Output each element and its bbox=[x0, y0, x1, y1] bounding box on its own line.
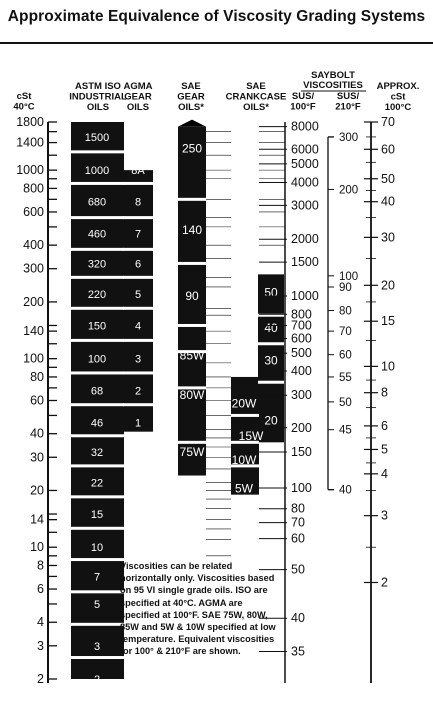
agma-grade-label: 8 bbox=[134, 196, 142, 209]
iso-separator bbox=[71, 527, 124, 530]
agma-grade-label: 1 bbox=[134, 417, 142, 430]
sus210-tick-label: 40 bbox=[339, 484, 352, 497]
sus100-tick-label: 50 bbox=[291, 562, 305, 577]
left-tick-label: 100 bbox=[23, 351, 44, 366]
left-axis-label: 40°C bbox=[13, 101, 35, 113]
right-axis-label: 100°C bbox=[384, 102, 412, 113]
column-header-sae_gear: OILS* bbox=[178, 102, 204, 113]
sus100-tick-label: 700 bbox=[291, 318, 312, 333]
right-tick-label: 3 bbox=[381, 508, 388, 523]
column-header-iso: OILS bbox=[86, 102, 110, 113]
sus100-tick-label: 1000 bbox=[291, 288, 319, 303]
iso-grade-label: 680 bbox=[87, 196, 107, 209]
sus100-tick-label: 8000 bbox=[291, 119, 319, 134]
column-header-iso: INDUSTRIAL bbox=[69, 91, 127, 103]
iso-grade-label: 320 bbox=[87, 258, 107, 271]
iso-separator bbox=[71, 434, 124, 437]
crankcase-separator bbox=[258, 342, 284, 345]
left-tick-label: 1000 bbox=[16, 163, 44, 178]
column-header-sae_crank: SAE bbox=[246, 81, 266, 92]
left-tick-label: 40 bbox=[30, 426, 44, 441]
left-tick-label: 6 bbox=[37, 582, 44, 597]
agma-separator bbox=[123, 371, 153, 374]
sus100-tick-label: 2000 bbox=[291, 232, 319, 247]
iso-grade-label: 22 bbox=[90, 477, 104, 490]
right-tick-label: 6 bbox=[381, 418, 388, 433]
iso-grade-label: 1000 bbox=[84, 165, 110, 178]
sus210-tick-label: 45 bbox=[339, 424, 352, 437]
agma-grade-label: 2 bbox=[134, 385, 142, 398]
left-tick-label: 300 bbox=[23, 261, 44, 276]
sae-gear-bar-tip bbox=[178, 120, 206, 127]
sus100-tick-label: 400 bbox=[291, 364, 312, 379]
column-header-iso: ASTM ISO bbox=[75, 81, 121, 92]
left-tick-label: 30 bbox=[30, 450, 44, 465]
saybolt-header-line: SAYBOLT bbox=[311, 70, 355, 81]
agma-separator bbox=[123, 248, 153, 251]
crankcase-grade-label: 15W bbox=[238, 428, 264, 443]
agma-grade-label: 6 bbox=[134, 258, 142, 271]
sus100-tick-label: 600 bbox=[291, 331, 312, 346]
agma-grade-label: 4 bbox=[134, 320, 142, 333]
sus100-tick-label: 500 bbox=[291, 346, 312, 361]
sus210-tick-label: 60 bbox=[339, 349, 352, 362]
right-tick-label: 30 bbox=[381, 230, 395, 245]
column-header-sae_gear: GEAR bbox=[177, 91, 205, 103]
agma-grade-label: 5 bbox=[134, 289, 142, 302]
crankcase-separator bbox=[258, 381, 284, 384]
iso-grade-label: 1500 bbox=[84, 131, 110, 144]
sus100-tick-label: 40 bbox=[291, 611, 305, 626]
sus100-tick-label: 1500 bbox=[291, 255, 319, 270]
iso-grade-label: 5 bbox=[93, 598, 101, 611]
left-tick-label: 400 bbox=[23, 238, 44, 253]
iso-grade-label: 46 bbox=[90, 417, 104, 430]
column-header-sae_crank: CRANKCASE bbox=[225, 91, 287, 103]
sae-gear-separator bbox=[178, 441, 206, 444]
sus210-tick-label: 90 bbox=[339, 281, 352, 294]
crankcase-grade-label: 30 bbox=[264, 353, 278, 368]
sus210-tick-label: 200 bbox=[339, 184, 359, 197]
crankcase-grade-label: 20W bbox=[231, 396, 257, 411]
sus100-tick-label: 3000 bbox=[291, 198, 319, 213]
iso-separator bbox=[71, 276, 124, 279]
sae-gear-separator bbox=[178, 262, 206, 265]
sus100-tick-label: 35 bbox=[291, 644, 305, 659]
left-tick-label: 600 bbox=[23, 204, 44, 219]
iso-grade-label: 220 bbox=[87, 289, 107, 302]
agma-grade-label: 7 bbox=[134, 228, 142, 241]
sae-gear-grade-label: 85W bbox=[179, 348, 205, 363]
iso-separator bbox=[71, 216, 124, 219]
sae-gear-grade-label: 90 bbox=[185, 288, 199, 303]
sae-gear-grade-label: 250 bbox=[181, 141, 203, 156]
left-tick-label: 800 bbox=[23, 181, 44, 196]
right-axis-label: cSt bbox=[390, 91, 406, 103]
left-tick-label: 1400 bbox=[16, 135, 44, 150]
iso-grade-label: 10 bbox=[90, 542, 104, 555]
iso-separator bbox=[71, 371, 124, 374]
iso-separator bbox=[71, 656, 124, 659]
left-tick-label: 2 bbox=[37, 672, 44, 686]
iso-grade-label: 7 bbox=[93, 571, 101, 584]
chart-note: Viscosities can be related horizontally only. Viscosities based on 95 VI single grade oils. ISO are specified at 40°C. AGMA are specified at 100°F. SAE 75W, 80W, 85W and 5W & 10W specified at low temperature. Equivalent viscosities for 100° & 210°F are shown. bbox=[120, 561, 276, 657]
left-tick-label: 200 bbox=[23, 294, 44, 309]
sus100-tick-label: 100 bbox=[291, 481, 312, 496]
left-tick-label: 60 bbox=[30, 393, 44, 408]
sus210-header: SUS/ bbox=[336, 91, 360, 102]
right-tick-label: 15 bbox=[381, 314, 395, 329]
sus100-tick-label: 150 bbox=[291, 444, 312, 459]
sus210-header: 210°F bbox=[335, 101, 361, 113]
left-tick-label: 20 bbox=[30, 483, 44, 498]
left-tick-label: 3 bbox=[37, 638, 44, 653]
right-tick-label: 10 bbox=[381, 359, 395, 374]
right-tick-label: 4 bbox=[381, 466, 388, 481]
agma-separator bbox=[123, 339, 153, 342]
right-tick-label: 40 bbox=[381, 194, 395, 209]
iso-separator bbox=[71, 558, 124, 561]
iso-grade-label: 3 bbox=[93, 640, 101, 653]
right-tick-label: 2 bbox=[381, 575, 388, 590]
agma-grade-label: 3 bbox=[134, 353, 142, 366]
sus100-tick-label: 80 bbox=[291, 501, 305, 516]
right-tick-label: 8 bbox=[381, 385, 388, 400]
chart-title: Approximate Equivalence of Viscosity Grading Systems bbox=[7, 8, 426, 25]
crankcase-w-separator bbox=[231, 414, 259, 417]
sus100-tick-label: 70 bbox=[291, 515, 305, 530]
sae-gear-separator bbox=[178, 324, 206, 327]
iso-separator bbox=[71, 464, 124, 467]
agma-separator bbox=[123, 307, 153, 310]
sae-gear-grade-label: 75W bbox=[179, 444, 205, 459]
agma-separator bbox=[123, 276, 153, 279]
column-header-agma: GEAR bbox=[124, 91, 152, 103]
sus100-tick-label: 6000 bbox=[291, 142, 319, 157]
crankcase-grade-label: 10W bbox=[231, 453, 257, 468]
sus100-tick-label: 60 bbox=[291, 531, 305, 546]
iso-grade-label: 460 bbox=[87, 228, 107, 241]
left-tick-label: 80 bbox=[30, 369, 44, 384]
left-tick-label: 10 bbox=[30, 540, 44, 555]
agma-grade-label: 8A bbox=[131, 165, 145, 178]
iso-separator bbox=[71, 182, 124, 185]
crankcase-grade-label: 40 bbox=[264, 321, 278, 336]
right-tick-label: 70 bbox=[381, 115, 395, 129]
left-tick-label: 4 bbox=[37, 615, 44, 630]
column-header-agma: OILS bbox=[126, 102, 150, 113]
agma-separator bbox=[123, 216, 153, 219]
sus100-header: SUS/ bbox=[291, 91, 315, 102]
sus100-tick-label: 4000 bbox=[291, 175, 319, 190]
iso-separator bbox=[71, 590, 124, 593]
crankcase-grade-label: 50 bbox=[264, 285, 278, 300]
left-tick-label: 14 bbox=[30, 512, 44, 527]
sus210-tick-label: 70 bbox=[339, 326, 352, 339]
iso-grade-label: 2 bbox=[93, 674, 101, 686]
sus100-tick-label: 300 bbox=[291, 388, 312, 403]
sus100-header: 100°F bbox=[290, 101, 316, 113]
iso-separator bbox=[71, 307, 124, 310]
left-tick-label: 140 bbox=[23, 324, 44, 339]
sus210-tick-label: 100 bbox=[339, 270, 359, 283]
right-tick-label: 5 bbox=[381, 442, 388, 457]
iso-grade-label: 100 bbox=[87, 353, 107, 366]
right-axis-label: APPROX. bbox=[376, 81, 420, 92]
iso-separator bbox=[71, 495, 124, 498]
left-tick-label: 8 bbox=[37, 558, 44, 573]
column-header-sae_gear: SAE bbox=[181, 81, 201, 92]
sus210-tick-label: 50 bbox=[339, 396, 352, 409]
sus210-tick-label: 80 bbox=[339, 305, 352, 318]
iso-separator bbox=[71, 403, 124, 406]
sus100-tick-label: 800 bbox=[291, 307, 312, 322]
sus210-tick-label: 300 bbox=[339, 131, 359, 144]
sus100-tick-label: 200 bbox=[291, 420, 312, 435]
saybolt-header-line: VISCOSITIES bbox=[303, 80, 363, 91]
right-tick-label: 60 bbox=[381, 142, 395, 157]
right-tick-label: 20 bbox=[381, 278, 395, 293]
sae-gear-grade-label: 80W bbox=[179, 388, 205, 403]
sus100-tick-label: 5000 bbox=[291, 156, 319, 171]
sae-gear-grade-label: 140 bbox=[181, 223, 203, 238]
iso-grade-label: 15 bbox=[90, 509, 104, 522]
agma-separator bbox=[123, 182, 153, 185]
left-axis-label: cSt bbox=[16, 91, 32, 102]
sus210-tick-label: 55 bbox=[339, 371, 352, 384]
crankcase-grade-label: 5W bbox=[235, 481, 253, 496]
crankcase-grade-label: 20 bbox=[264, 413, 278, 428]
iso-grade-label: 150 bbox=[87, 320, 107, 333]
left-tick-label: 1800 bbox=[16, 115, 44, 129]
column-header-sae_crank: OILS* bbox=[243, 102, 269, 113]
right-tick-label: 50 bbox=[381, 171, 395, 186]
agma-separator bbox=[123, 403, 153, 406]
iso-separator bbox=[71, 623, 124, 626]
sae-gear-separator bbox=[178, 198, 206, 201]
iso-separator bbox=[71, 339, 124, 342]
iso-separator bbox=[71, 248, 124, 251]
iso-grade-label: 32 bbox=[90, 446, 104, 459]
column-header-agma: AGMA bbox=[123, 81, 153, 92]
iso-separator bbox=[71, 150, 124, 153]
iso-grade-label: 68 bbox=[90, 385, 104, 398]
